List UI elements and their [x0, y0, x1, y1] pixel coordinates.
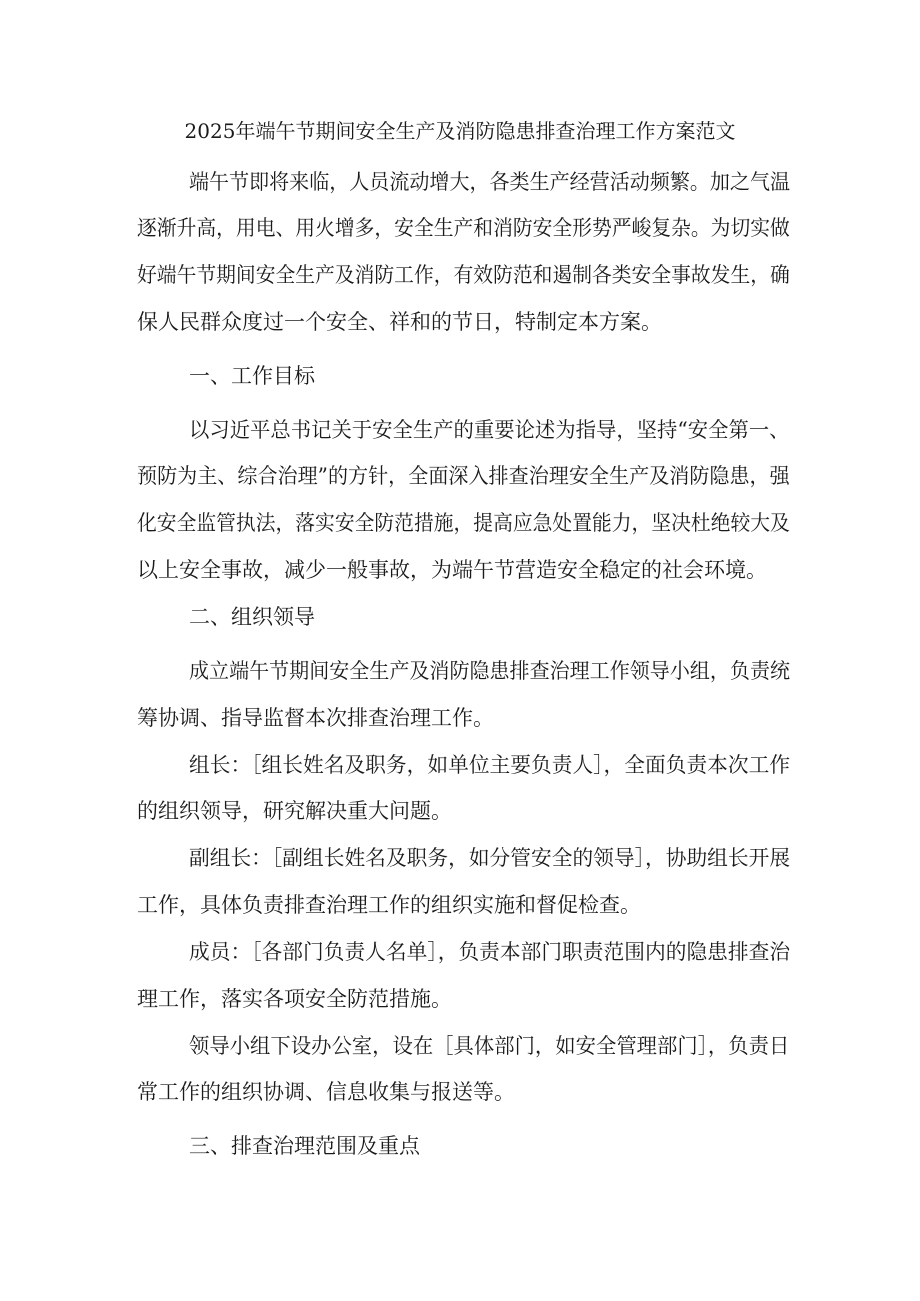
section-heading: 三、排查治理范围及重点: [189, 1134, 420, 1158]
paragraph-line: 化安全监管执法，落实安全防范措施，提高应急处置能力，坚决杜绝较大及: [137, 511, 790, 535]
paragraph-line: 成员：［各部门负责人名单］，负责本部门职责范围内的隐患排查治: [189, 940, 791, 964]
paragraph-line: 以习近平总书记关于安全生产的重要论述为指导，坚持“安全第一、: [189, 418, 790, 442]
paragraph-line: 筹协调、指导监督本次排查治理工作。: [137, 706, 494, 730]
section-heading: 一、工作目标: [189, 364, 315, 388]
paragraph-line: 好端午节期间安全生产及消防工作，有效防范和遏制各类安全事故发生，确: [137, 263, 790, 287]
paragraph-line: 端午节即将来临，人员流动增大，各类生产经营活动频繁。加之气温: [189, 170, 791, 194]
paragraph-line: 理工作，落实各项安全防范措施。: [137, 987, 452, 1011]
paragraph-line: 常工作的组织协调、信息收集与报送等。: [137, 1080, 515, 1104]
paragraph-line: 成立端午节期间安全生产及消防隐患排查治理工作领导小组，负责统: [189, 659, 791, 683]
section-heading: 二、组织领导: [189, 605, 315, 629]
paragraph-line: 的组织领导，研究解决重大问题。: [137, 799, 452, 823]
paragraph-line: 预防为主、综合治理”的方针，全面深入排查治理安全生产及消防隐患，强: [137, 464, 790, 488]
paragraph-line: 以上安全事故，减少一般事故，为端午节营造安全稳定的社会环境。: [137, 558, 767, 582]
paragraph-line: 逐渐升高，用电、用火增多，安全生产和消防安全形势严峻复杂。为切实做: [137, 216, 790, 240]
paragraph-line: 保人民群众度过一个安全、祥和的节日，特制定本方案。: [137, 310, 662, 334]
document-title: 2025年端午节期间安全生产及消防隐患排查治理工作方案范文: [184, 119, 736, 143]
paragraph-line: 组长：［组长姓名及职务，如单位主要负责人］，全面负责本次工作: [189, 753, 791, 777]
paragraph-line: 副组长：［副组长姓名及职务，如分管安全的领导］，协助组长开展: [189, 846, 791, 870]
paragraph-line: 工作，具体负责排查治理工作的组织实施和督促检查。: [137, 893, 641, 917]
paragraph-line: 领导小组下设办公室，设在［具体部门，如安全管理部门］，负责日: [189, 1034, 790, 1058]
